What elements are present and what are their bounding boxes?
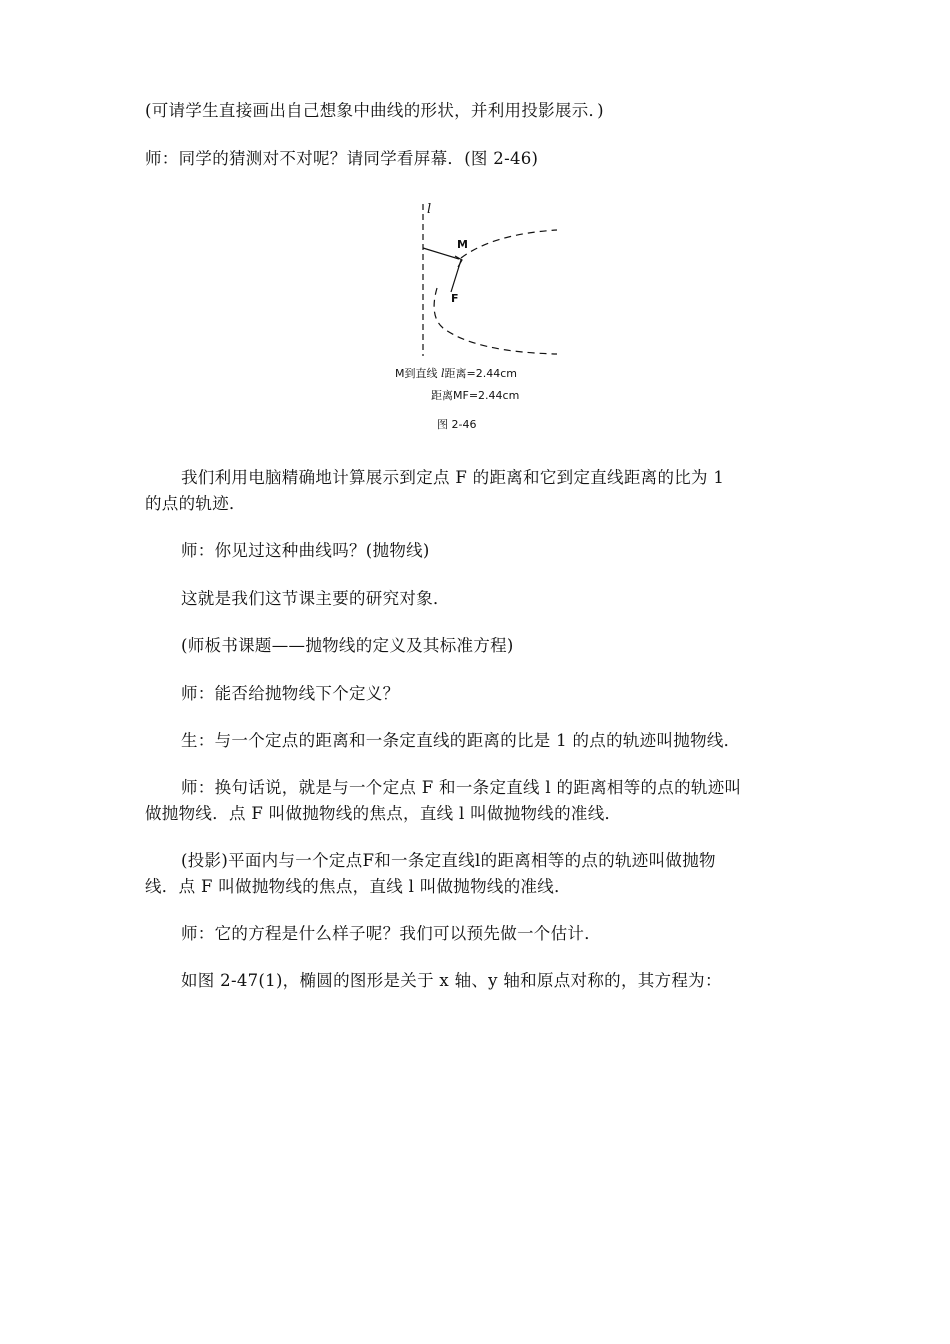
paragraph-2: 师：同学的猜测对不对呢？请同学看屏幕．(图 2-46) xyxy=(145,149,539,168)
measure-distance-mf: 距离MF=2.44cm xyxy=(431,389,520,402)
parabola-upper-branch xyxy=(461,230,557,258)
paragraph-6: (师板书课题——抛物线的定义及其标准方程) xyxy=(181,636,514,655)
directrix-label: l xyxy=(427,202,432,217)
paragraph-9-cont: 做抛物线．点 F 叫做抛物线的焦点，直线 l 叫做抛物线的准线． xyxy=(145,804,622,823)
point-f-label: F xyxy=(451,292,459,305)
paragraph-7: 师：能否给抛物线下个定义？ xyxy=(181,684,400,703)
paragraph-11: 师：它的方程是什么样子呢？我们可以预先做一个估计． xyxy=(181,924,601,943)
paragraph-1: (可请学生直接画出自己想象中曲线的形状，并利用投影展示．) xyxy=(145,101,604,120)
segment-m-to-directrix xyxy=(423,248,459,259)
point-m-label: M xyxy=(457,238,468,251)
paragraph-5: 这就是我们这节课主要的研究对象． xyxy=(181,589,450,608)
paragraph-3-cont: 的点的轨迹． xyxy=(145,494,246,513)
paragraph-12: 如图 2-47(1)，椭圆的图形是关于 x 轴、y 轴和原点对称的，其方程为： xyxy=(181,971,722,990)
paragraph-10-cont: 线．点 F 叫做抛物线的焦点，直线 l 叫做抛物线的准线． xyxy=(145,877,571,896)
measure-distance-to-line: M到直线 l距离=2.44cm xyxy=(395,367,518,380)
paragraph-4: 师：你见过这种曲线吗？(抛物线) xyxy=(181,541,430,560)
figure-caption: 图 2-46 xyxy=(437,418,477,431)
figure-2-46 xyxy=(385,196,575,436)
paragraph-3: 我们利用电脑精确地计算展示到定点 F 的距离和它到定直线距离的比为 1 xyxy=(181,468,725,487)
paragraph-10: (投影)平面内与一个定点F和一条定直线l的距离相等的点的轨迹叫做抛物 xyxy=(181,851,716,870)
paragraph-8: 生：与一个定点的距离和一条定直线的距离的比是 1 的点的轨迹叫抛物线． xyxy=(181,731,741,750)
paragraph-9: 师：换句话说，就是与一个定点 F 和一条定直线 l 的距离相等的点的轨迹叫 xyxy=(181,778,742,797)
